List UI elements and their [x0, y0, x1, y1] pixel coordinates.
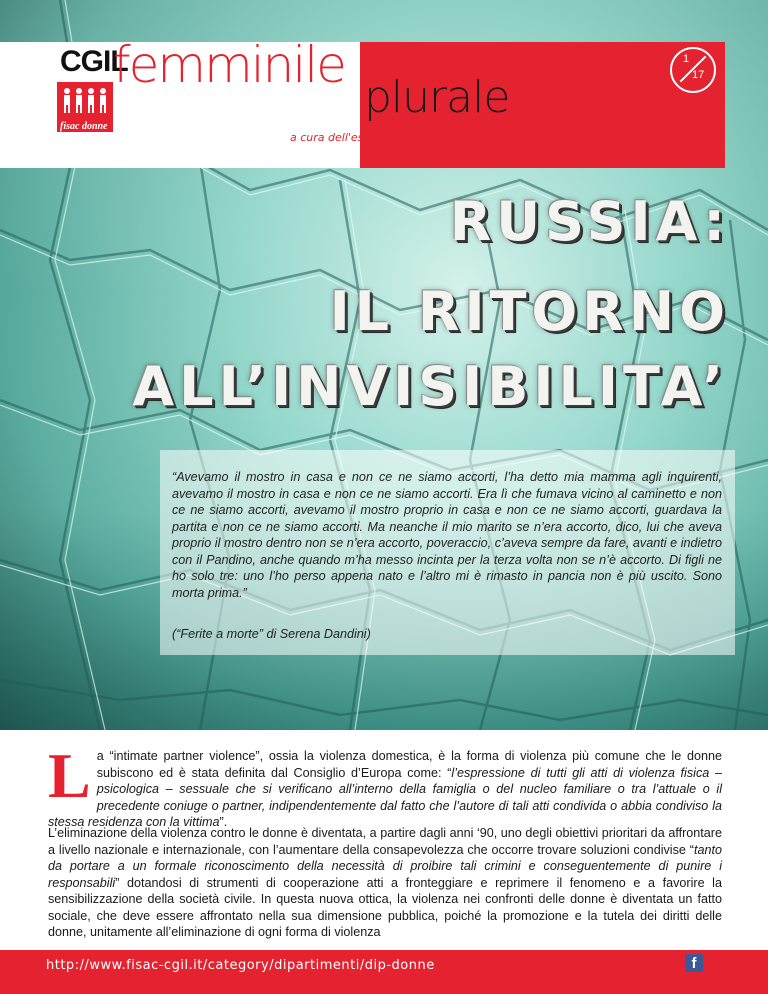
p1-definition: l’espressione di tutti gli atti di violenza fisica – psicologica – sessuale che si verificano all’interno della famiglia o del nucleo familiare o tra l’attuale o il precedente coniuge o partner, indipendentemente dal fatto che l’autore di tali atti condivida o abbia condiviso la stessa residenza con la vittima: [48, 765, 722, 829]
drop-cap: L: [48, 740, 91, 811]
article-paragraph-1: [48, 740, 722, 831]
opening-quote: “Avevamo il mostro in casa e non ce ne siamo accorti, l’ha detto mia mamma agli inquirenti, avevamo il mostro in casa e non ce ne siamo accorti. Era lì che fumava vicino al caminetto e non ce ne siamo accorti, avevamo il mostro proprio in casa e non ce ne siamo accorti, guardava la partita e non ce ne siamo accorti. Ma neanche il mio marito se n’era accorto, dico, lui che aveva proprio il mostro dentro non se n’era accorto, poveraccio, c’aveva sempre da fare, avanti e indietro con il Pandino, anche quando m’ha messo incinta per la terza volta non se n’è accorto. Di figli ne ho solo tre: uno l’ho perso appena nato e l’altro mi è rimasto in pancia non è più uscito. Sono morta prima.”: [172, 470, 722, 600]
masthead-subtitle: a cura dell'esecutivo donne fisac/cgil: [290, 131, 494, 144]
p2-quote: tanto da portare a un formale riconoscimento della necessità di proibire tali crimini e conseguentemente di punire i responsabili: [48, 842, 722, 890]
issue-number: 1: [683, 53, 690, 65]
facebook-icon[interactable]: f: [685, 954, 703, 972]
p1-text: a “intimate partner violence”, ossia la violenza domestica, è la forma di violenza più comune che le donne subiscono ed è stata definita dal Consiglio d’Europa come: “: [96, 749, 722, 780]
p2-text: L’eliminazione della violenza contro le donne è diventata, a partire dagli anni ‘90, uno degli obiettivi prioritari da affrontare a livello nazionale e internazionale, con l’aumentare della consapevolezza che occorre trovare soluzioni condivise “: [48, 826, 722, 857]
masthead-title-femminile: femminile: [113, 36, 345, 94]
issue-badge: [670, 47, 716, 93]
masthead-title-plurale: plurale: [364, 72, 510, 123]
people-figures-icon: [61, 86, 109, 118]
footer-bar: [0, 950, 768, 994]
quote-source: (“Ferite a morte” di Serena Dandini): [172, 627, 371, 641]
logo-caption: fisac donne: [60, 121, 108, 132]
cgil-brand: CGIL: [60, 45, 128, 78]
headline-line-1: RUSSIA:: [449, 190, 730, 253]
headline-line-2: IL RITORNO: [329, 280, 730, 343]
article-paragraph-2: [48, 825, 722, 941]
p2-end: ” dotandosi di strumenti di cooperazione atti a fronteggiare e reprimere il fenomeno e a favorire la sensibilizzazione della società civile. In questa nuova ottica, la violenza nei confronti delle donne è diventata un fatto sociale, che deve essere affrontato nella sua dimensione pubblica, poiché la promozione e la tutela dei diritti delle donne, unitamente all’eliminazione di ogni forma di violenza: [48, 875, 722, 939]
headline-line-3: ALL’INVISIBILITA’: [132, 355, 728, 418]
p1-end: ”.: [219, 815, 228, 829]
issue-year: 17: [692, 69, 705, 81]
footer-link[interactable]: http://www.fisac-cgil.it/category/dipartimenti/dip-donne: [46, 958, 435, 973]
